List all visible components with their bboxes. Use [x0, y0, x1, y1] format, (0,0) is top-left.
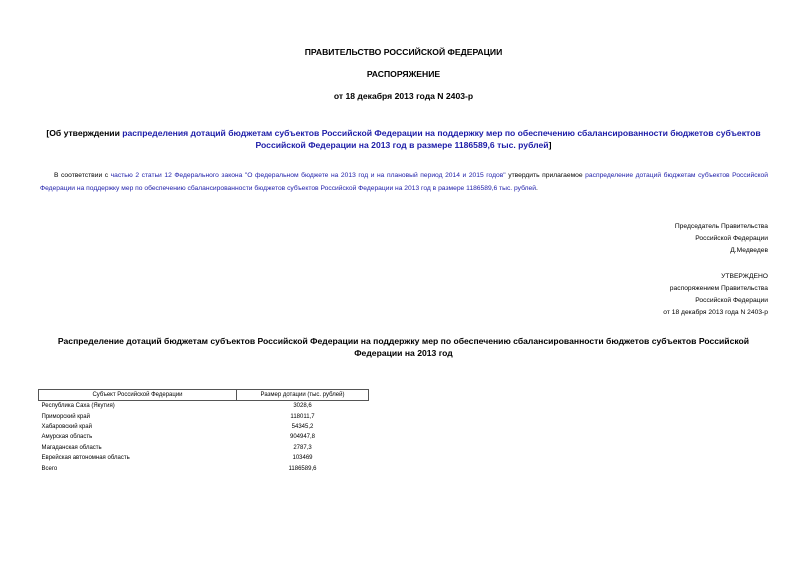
row-amount: 54345,2 — [291, 423, 314, 430]
signature-block — [675, 221, 768, 257]
row-amount: 3028,6 — [293, 403, 312, 410]
total-amount: 1186589,6 — [288, 465, 317, 472]
header-amount: Размер дотации (тыс. рублей) — [237, 390, 369, 401]
approval-block — [663, 271, 768, 319]
row-subject: Хабаровский край — [41, 423, 92, 430]
signature-line-2: Российской Федерации — [695, 235, 768, 242]
signature-line-3: Д.Медведев — [730, 247, 768, 254]
title-close: ] — [548, 139, 552, 150]
table-row — [39, 443, 369, 453]
government-heading: ПРАВИТЕЛЬСТВО РОССИЙСКОЙ ФЕДЕРАЦИИ — [304, 47, 503, 57]
document-title — [40, 128, 767, 151]
total-label: Всего — [41, 465, 58, 472]
table-row — [39, 453, 369, 463]
approval-line-2: распоряжением Правительства — [669, 285, 768, 292]
law-link[interactable]: частью 2 статьи 12 Федерального закона "О федеральном бюджете на 2013 год и на плановый период 2014 и 2015 годов" — [110, 172, 506, 179]
row-subject: Амурская область — [41, 434, 93, 441]
title-open: [Об утверждении — [46, 128, 123, 138]
table-row — [39, 422, 369, 432]
signature-line-1: Председатель Правительства — [674, 223, 768, 230]
table-total-row — [39, 463, 369, 473]
approval-line-1: УТВЕРЖДЕНО — [721, 273, 768, 280]
row-subject: Республика Саха (Якутия) — [41, 403, 115, 410]
document-type-heading: РАСПОРЯЖЕНИЕ — [366, 69, 441, 79]
document-date-heading: от 18 декабря 2013 года N 2403-р — [333, 91, 474, 101]
grants-table — [38, 389, 369, 474]
title-link[interactable]: распределения дотаций бюджетам субъектов Российской Федерации на поддержку мер по обеспечению сбалансированности бюджетов субъектов Российской Федерации на 2013 год в размере 1186589,6 тыс. рублей — [122, 128, 761, 150]
preamble-text-3: . — [535, 184, 538, 192]
approval-line-3: Российской Федерации — [695, 297, 768, 304]
preamble-paragraph — [40, 170, 768, 195]
row-subject: Приморский край — [41, 413, 90, 420]
row-amount: 118011,7 — [290, 413, 315, 420]
row-subject: Еврейская автономная область — [41, 455, 130, 462]
row-amount: 103469 — [292, 455, 313, 462]
approval-line-4: от 18 декабря 2013 года N 2403-р — [663, 309, 768, 316]
table-row — [39, 432, 369, 442]
table-row — [39, 411, 369, 421]
distribution-link[interactable]: распределение дотаций бюджетам субъектов Российской Федерации на поддержку мер по обеспечению сбалансированности бюджетов субъектов Российской Федерации на 2013 год в размере 1186589,6 тыс. рублей — [40, 172, 768, 192]
row-amount: 2787,3 — [293, 444, 312, 451]
distribution-title: Распределение дотаций бюджетам субъектов Российской Федерации на поддержку мер по обеспечению сбалансированности бюджетов субъектов Российской Федерации на 2013 год — [57, 336, 750, 358]
table-header-row — [39, 390, 369, 401]
preamble-text-2: утвердить прилагаемое — [505, 172, 586, 179]
row-amount: 904947,8 — [289, 434, 316, 441]
row-subject: Магаданская область — [41, 444, 102, 451]
preamble-text-1: В соответствии с — [54, 172, 111, 179]
header-subject: Субъект Российской Федерации — [39, 390, 237, 401]
table-row — [39, 401, 369, 412]
